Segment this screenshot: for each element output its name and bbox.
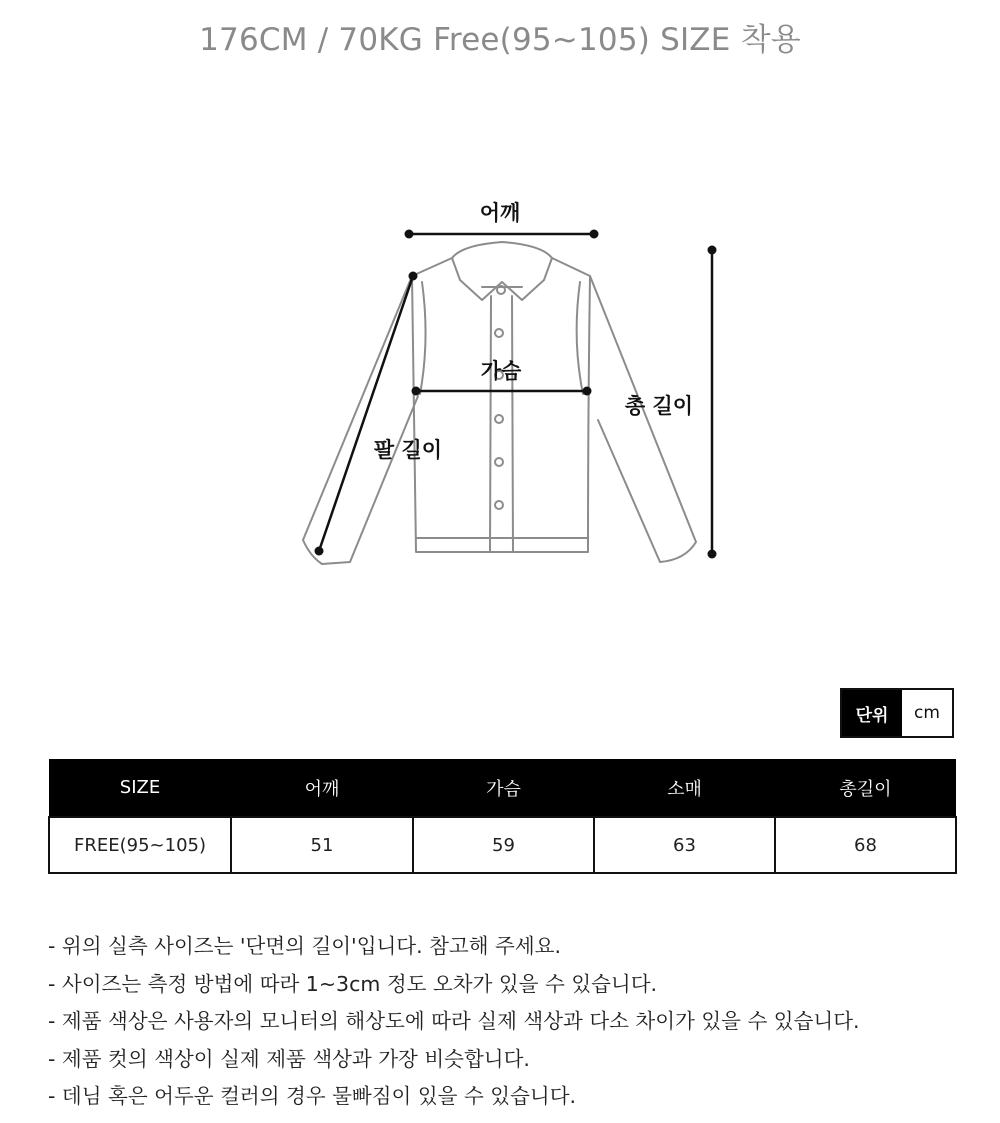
column-header-chest: 가슴 (413, 759, 594, 817)
unit-key: 단위 (842, 690, 902, 736)
list-item: - 사이즈는 측정 방법에 따라 1~3cm 정도 오차가 있을 수 있습니다. (48, 971, 658, 996)
total-length-measure (708, 246, 717, 559)
button (495, 458, 503, 466)
table-header-row (49, 759, 956, 817)
right-armhole (577, 282, 583, 394)
sleeve-measure (315, 272, 418, 556)
fit-note: 176CM / 70KG Free(95~105) SIZE 착용 (199, 22, 801, 58)
shoulder-label: 어깨 (479, 201, 521, 225)
unit-value: cm (914, 703, 940, 723)
cell-size: FREE(95~105) (49, 817, 231, 873)
notes-list (48, 928, 978, 1116)
collar-outline (452, 242, 552, 300)
right-sleeve-outline (590, 276, 696, 562)
table-row (49, 817, 956, 873)
chest-measure (412, 387, 592, 396)
cell-chest: 59 (413, 817, 594, 873)
button (495, 501, 503, 509)
column-header-shoulder: 어깨 (231, 759, 413, 817)
cell-sleeve: 63 (594, 817, 775, 873)
list-item: - 제품 컷의 색상이 실제 제품 색상과 가장 비슷합니다. (48, 1046, 530, 1071)
placket-right (512, 296, 513, 552)
chest-label: 가슴 (480, 359, 522, 383)
cell-total-length: 68 (775, 817, 956, 873)
column-header-sleeve: 소매 (594, 759, 775, 817)
placket-left (490, 296, 491, 552)
list-item: - 데님 혹은 어두운 컬러의 경우 물빠짐이 있을 수 있습니다. (48, 1084, 577, 1108)
sleeve-length-label: 팔 길이 (373, 438, 443, 462)
button (495, 329, 503, 337)
size-table (48, 759, 957, 874)
total-length-label: 총 길이 (624, 394, 694, 418)
shoulder-measure (405, 230, 599, 239)
list-item: - 제품 색상은 사용자의 모니터의 해상도에 따라 실제 색상과 다소 차이가 있을 수 있습니다. (48, 1009, 860, 1033)
unit-indicator (840, 688, 954, 738)
cell-shoulder: 51 (231, 817, 413, 873)
column-header-size: SIZE (49, 759, 231, 817)
button (495, 415, 503, 423)
column-header-total-length: 총길이 (775, 759, 956, 817)
left-sleeve-outline (303, 276, 418, 564)
left-armhole (420, 282, 426, 394)
list-item: - 위의 실측 사이즈는 '단면의 길이'입니다. 참고해 주세요. (48, 934, 561, 958)
